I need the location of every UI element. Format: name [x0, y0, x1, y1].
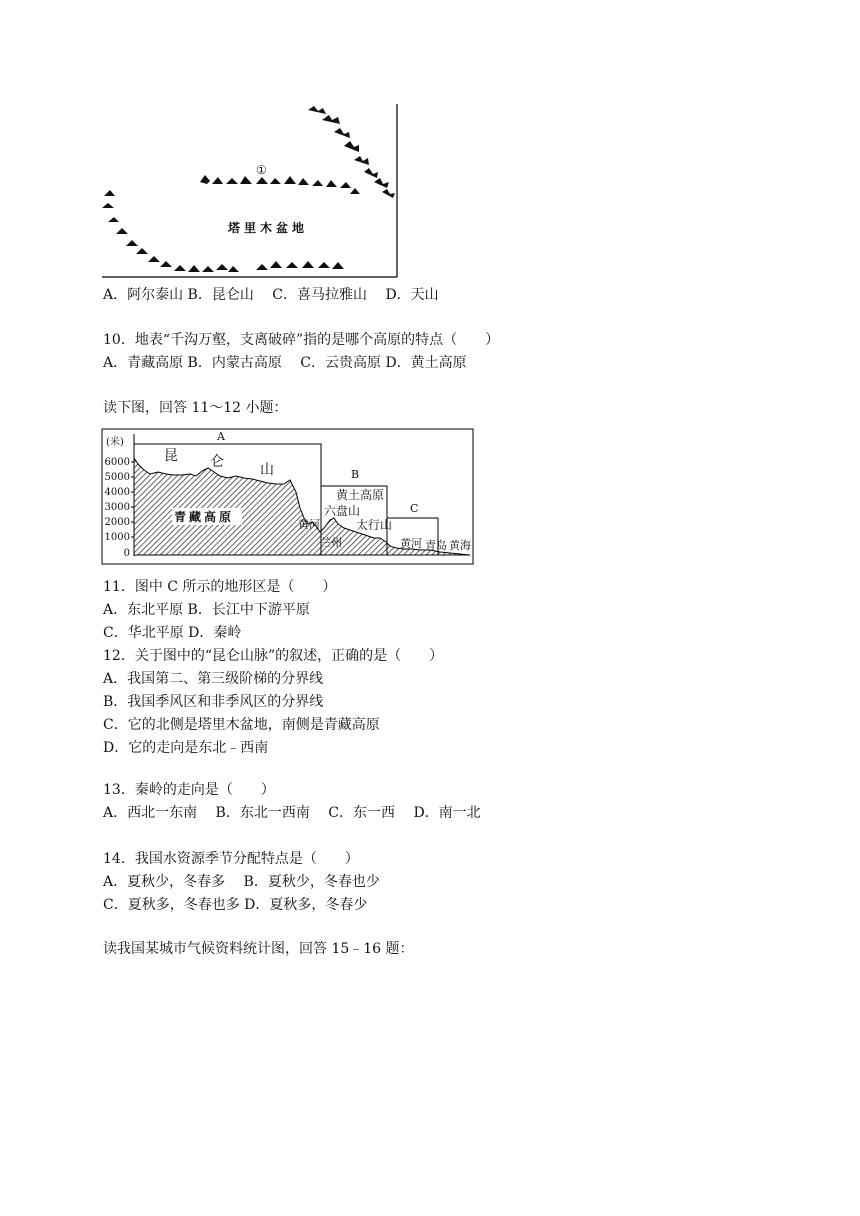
q12-option-c: C．它的北侧是塔里木盆地，南侧是青藏高原 — [103, 717, 380, 733]
q14-options-line2: C．夏秋多，冬春也多 D．夏秋多，冬春少 — [103, 897, 368, 913]
region-label-b: B — [351, 468, 360, 481]
middle-mountain-chain — [200, 175, 360, 194]
y-tick-labels — [105, 457, 130, 559]
y-tick-4000: 4000 — [104, 487, 130, 498]
y-tick-3000: 3000 — [104, 502, 130, 513]
q11-options-line1: A．东北平原 B．长江中下游平原 — [103, 602, 310, 618]
y-tick-1000: 1000 — [104, 532, 130, 543]
q9-options: A．阿尔泰山 B．昆仑山 C．喜马拉雅山 D．天山 — [103, 287, 439, 303]
huanghe-right-label: 黄河 — [400, 537, 422, 550]
y-tick-2000: 2000 — [104, 517, 130, 528]
q14-stem: 14．我国水资源季节分配特点是（ ） — [103, 851, 359, 867]
taihang-label: 太行山 — [356, 518, 393, 532]
intro-15-16: 读我国某城市气候资料统计图，回答 15﹣16 题： — [103, 941, 414, 957]
qingdao-label: 青岛 — [425, 539, 447, 552]
q12-option-b: B．我国季风区和非季风区的分界线 — [103, 694, 324, 710]
q12-stem: 12．关于图中的“昆仑山脉”的叙述，正确的是（ ） — [103, 648, 444, 664]
q12-option-d: D．它的走向是东北﹣西南 — [103, 740, 269, 756]
basin-label: 塔里木盆地 — [228, 221, 309, 235]
q11-stem: 11．图中 C 所示的地形区是（ ） — [103, 579, 337, 595]
y-tick-6000: 6000 — [104, 457, 130, 468]
q10-options: A．青藏高原 B．内蒙古高原 C．云贵高原 D．黄土高原 — [103, 355, 467, 371]
q10-stem: 10．地表“千沟万壑，支离破碎”指的是哪个高原的特点（ ） — [103, 332, 500, 348]
terrain-profile-figure — [100, 428, 476, 566]
y-axis-unit: (米) — [106, 437, 124, 448]
intro-11-12: 读下图，回答 11～12 小题： — [103, 400, 288, 416]
y-tick-5000: 5000 — [104, 472, 130, 483]
region-label-c: C — [410, 502, 419, 515]
q14-options-line1: A．夏秋少，冬春多 B．夏秋少，冬春也少 — [103, 874, 380, 890]
q11-options-line2: C．华北平原 D．秦岭 — [103, 625, 242, 641]
tarim-basin-map — [100, 104, 400, 282]
huanghai-label: 黄海 — [449, 539, 471, 552]
q12-option-a: A．我国第二、第三级阶梯的分界线 — [103, 671, 324, 687]
huangtu-label: 黄土高原 — [336, 488, 385, 502]
q13-stem: 13．秦岭的走向是（ ） — [103, 782, 275, 798]
kunlun-label-2: 仑 — [210, 454, 224, 470]
kunlun-label-3: 山 — [260, 462, 274, 478]
kunlun-label-1: 昆 — [164, 448, 178, 464]
huanghe-left-label: 黄河 — [298, 518, 320, 531]
y-tick-0: 0 — [123, 548, 130, 559]
q13-options: A．西北一东南 B．东北一西南 C．东一西 D．南一北 — [103, 805, 481, 821]
qingzang-label: 青藏高原 — [174, 510, 235, 524]
circle-label: ① — [256, 163, 267, 177]
region-label-a: A — [217, 430, 225, 443]
liupan-label: 六盘山 — [324, 504, 361, 518]
lanzhou-label: 兰州 — [320, 536, 342, 549]
